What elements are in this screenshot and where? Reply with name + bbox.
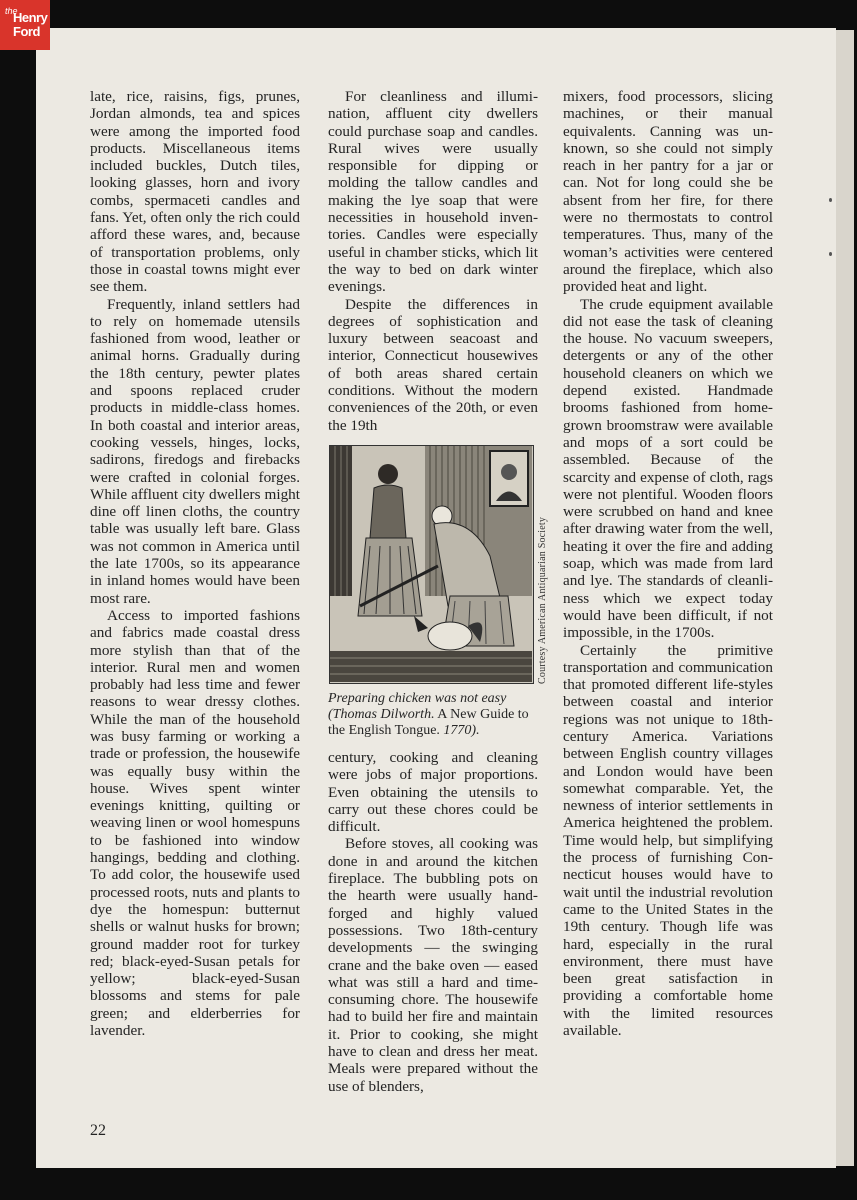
logo-ford: Ford bbox=[13, 24, 40, 39]
left-paragraph-3: Access to imported fashions and fabrics made coastal dress more stylish than that of the interior. Rural men and women probably had less time and fewer reasons to wear dressy clothes. While the man of the household was busy farming or working a trade or profession, the housewife was equally busy within the house. Wives spent winter evenings knitting, quilting or weaving linen or wool homespuns to be fashioned into window hangings, bedding and clothing. To add color, the housewife used processed roots, nuts and plants to dye the homespun: butternut shells or walnut husks for brown; ground madder root for turkey red; black-eyed-Susan petals for yellow; black-eyed-Susan blossoms and stems for pale green; and elderberries for lavender. bbox=[90, 606, 300, 1040]
caption-italic-part-1: Preparing chicken was not easy (Thomas Dilworth. bbox=[328, 691, 507, 722]
column-middle-bottom bbox=[328, 749, 538, 1095]
column-left bbox=[90, 88, 300, 1039]
woodcut-drawing bbox=[330, 446, 532, 682]
middle-paragraph-1: For cleanliness and illumination, affluent city dwellers could purchase soap and candles. Rural wives were usually responsible for dipping or molding the tallow candles and making the lye soap that were necessities in household inventories. Candles were especially useful in chamber sticks, which lit the way to bed on dark winter evenings. bbox=[328, 88, 538, 296]
logo-the: the bbox=[5, 6, 18, 16]
column-middle-top bbox=[328, 88, 538, 434]
caption-italic-part-2: 1770). bbox=[443, 723, 480, 738]
henry-ford-logo bbox=[0, 0, 50, 50]
left-paragraph-1: late, rice, raisins, figs, prunes, Jordan almonds, tea and spices were among the imported food products. Miscellaneous items included buckles, Dutch tiles, looking glasses, horn and ivory combs, spermaceti candles and fans. Yet, often only the rich could afford these wares, and, because of transportation problems, only those in coastal towns might ever see them. bbox=[90, 88, 300, 296]
image-credit: Courtesy American Antiquarian Society bbox=[537, 516, 548, 684]
right-paragraph-3: Certainly the primitive transportation and communication that promoted different life-styles between coastal and interior regions was not unique to 18th-century America. Variations between English country villages and London would have been somewhat comparable. Yet, the newness of interior settlements in America heightened the problem. Time would help, but simplifying the process of furnishing Connecticut houses would have to wait until the industrial revolution came to the United States in the 19th century. Though life was hard, especially in the rural environment, there must have been great satisfaction in providing a comfortable home with the limited resources available. bbox=[563, 641, 773, 1040]
page-edge bbox=[836, 30, 854, 1166]
dust-speck bbox=[829, 252, 832, 256]
column-right bbox=[563, 88, 773, 1039]
left-paragraph-2: Frequently, inland settlers had to rely on homemade utensils fashioned from wood, leather or animal horns. Gradually during the 18th century, pewter plates and spoons replaced cruder products in middle-class homes. In both coastal and interior areas, cooking vessels, hinges, locks, sadirons, firedogs and firebacks were crafted in colonial forges. While affluent city dwellers might dine off linen cloths, the country table was usually left bare. Glass was not common in America until the late 1700s, so its appearance in inland homes would have been most rare. bbox=[90, 295, 300, 607]
middle-paragraph-2: Despite the differences in degrees of sophistication and luxury between seacoast and interior, Connecticut housewives of both areas shared certain conditions. Without the modern conveniences of the 20th, or even the 19th bbox=[328, 295, 538, 434]
dust-speck bbox=[829, 198, 832, 202]
middle-paragraph-3: century, cooking and cleaning were jobs of major proportions. Even obtaining the utensils to carry out these chores could be difficult. bbox=[328, 749, 538, 836]
woodcut-illustration bbox=[329, 445, 534, 684]
right-paragraph-2: The crude equipment available did not ease the task of cleaning the house. No vacuum sweepers, detergents or any of the other household cleaners on which we depend existed. Handmade brooms fashioned from home-grown broomstraw were available and mops of a sort could be assembled. Because of the scarcity and expense of cloth, rags were not plentiful. Wooden floors were scrubbed on hand and knee after drawing water from the well, heating it over the fire and adding soap, which was made from lard and lye. The standards of cleanliness which we expect today would have been difficult, if not impossible, in the 1700s. bbox=[563, 295, 773, 642]
middle-paragraph-4: Before stoves, all cooking was done in and around the kitchen fireplace. The bubbling pots on the hearth were usually hand-forged and highly valued possessions. Two 18th-century developments — the swinging crane and the bake oven — eased what was still a hard and time-consuming chore. The housewife had to build her fire and maintain it. Prior to cooking, she might have to clean and dress her meat. Meals were prepared without the use of blenders, bbox=[328, 835, 538, 1095]
caption-book-title: A New Guide to the English Tongue. bbox=[328, 707, 529, 738]
figure-caption bbox=[328, 691, 538, 739]
logo-henry: Henry bbox=[13, 10, 48, 25]
right-paragraph-1: mixers, food processors, slicing machines, or their manual equivalents. Canning was unknown, so she could not simply reach in her pantry for a jar or can. Not for long could she be absent from her fire, for there were no thermostats to control temperatures. Thus, many of the woman’s activities were centered around the fireplace, which also provided heat and light. bbox=[563, 88, 773, 296]
page-number: 22 bbox=[90, 1122, 106, 1139]
